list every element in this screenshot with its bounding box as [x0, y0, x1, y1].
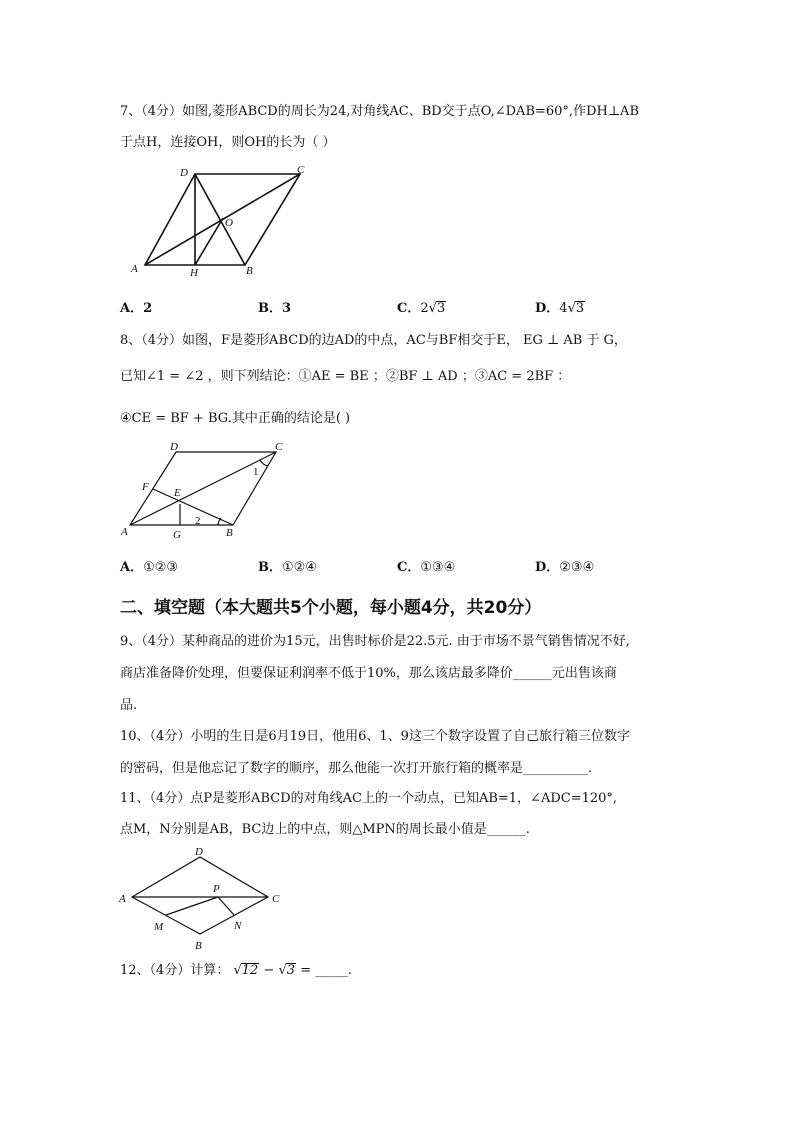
q8-option-c: C．①③④	[397, 560, 456, 575]
q11-stem-line2: 点M，N分别是AB，BC边上的中点，则△MPN的周长最小值是______.	[120, 822, 530, 837]
q11-label-d: D	[195, 846, 203, 858]
q7-label-b: B	[246, 265, 253, 277]
q9-stem-line1: 9、（4分）某种商品的进价为15元，出售时标价是22.5元. 由于市场不景气销售情况不好,	[120, 634, 630, 649]
q7-option-b: B．3	[258, 301, 292, 316]
q7-label-c: C	[297, 164, 305, 176]
q11-label-m: M	[154, 921, 164, 933]
q7-option-c: C．2√3	[397, 301, 446, 316]
q12-prefix: 12、（4分）计算：	[120, 963, 230, 978]
q8-label-b: B	[226, 527, 233, 539]
q8-label-angle2: 2	[195, 515, 201, 527]
q11-label-b: B	[195, 940, 202, 952]
q11-label-p: P	[213, 883, 220, 895]
q12-expression: √12 − √3	[233, 963, 296, 978]
q8-label-f: F	[142, 481, 149, 493]
q8-stem-line1: 8、（4分）如图，F是菱形ABCD的边AD的中点，AC与BF相交于E， EG ⊥ AB 于 G，	[120, 333, 627, 348]
q7-label-a: A	[131, 263, 138, 275]
q7-stem-line2: 于点H，连接OH，则OH的长为（ ）	[120, 135, 336, 150]
q7-option-a: A．2	[120, 301, 153, 316]
q8-figure	[118, 438, 293, 543]
q12-stem	[120, 962, 352, 980]
q10-stem-line2: 的密码，但是他忘记了数字的顺序，那么他能一次打开旅行箱的概率是__________.	[120, 761, 593, 776]
q11-figure	[115, 842, 295, 952]
q8-label-e: E	[174, 487, 181, 499]
q7-figure	[125, 160, 315, 285]
q12-answer-blank[interactable]: = _____.	[300, 963, 352, 978]
q10-stem-line1: 10、（4分）小明的生日是6月19日，他用6、1、9这三个数字设置了自己旅行箱三位数字	[120, 729, 630, 744]
q9-stem-line3: 品.	[120, 698, 138, 713]
q7-label-h: H	[190, 267, 198, 279]
q11-label-n: N	[234, 920, 242, 932]
q11-label-c: C	[272, 893, 280, 905]
q8-stem-line3: ④CE = BF + BG.其中正确的结论是( )	[120, 411, 351, 426]
q8-option-d: D．②③④	[535, 560, 595, 575]
q9-stem-line2: 商店准备降价处理，但要保证利润率不低于10%，那么该店最多降价______元出售该商	[120, 666, 617, 681]
q11-label-a: A	[119, 893, 126, 905]
q7-stem-line1: 7、（4分）如图,菱形ABCD的周长为24,对角线AC、BD交于点O,∠DAB=60°,作DH⊥AB	[120, 104, 639, 119]
q8-stem-line2: 已知∠1 = ∠2 ，则下列结论：①AE = BE ；②BF ⊥ AD ；③AC = 2BF ：	[120, 369, 571, 384]
q8-label-c: C	[275, 441, 283, 453]
q8-label-a: A	[121, 526, 128, 538]
q11-stem-line1: 11、（4分）点P是菱形ABCD的对角线AC上的一个动点，已知AB=1，∠ADC=120°,	[120, 791, 618, 806]
q7-option-d: D．4√3	[535, 301, 585, 316]
q8-option-b: B．①②④	[258, 560, 317, 575]
q8-option-a: A．①②③	[120, 560, 179, 575]
q7-label-d: D	[180, 167, 188, 179]
q8-label-g: G	[173, 529, 181, 541]
q8-label-d: D	[170, 441, 178, 453]
section-heading: 二、填空题（本大题共5个小题，每小题4分，共20分）	[120, 598, 542, 618]
q8-label-angle1: 1	[253, 466, 259, 478]
q7-label-o: O	[225, 217, 233, 229]
